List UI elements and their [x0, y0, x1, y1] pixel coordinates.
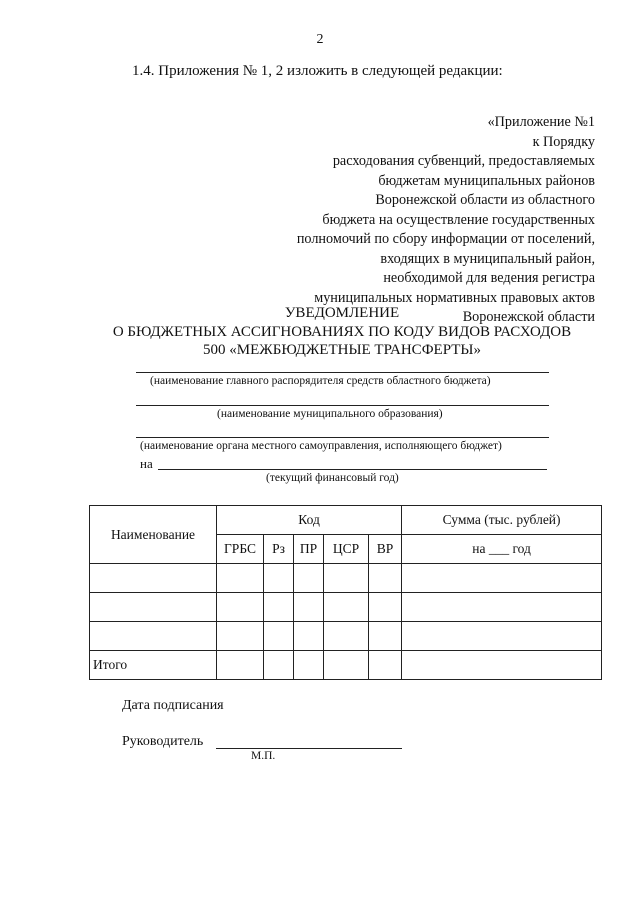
amendment-intro: 1.4. Приложения № 1, 2 изложить в следующей редакции:: [132, 63, 503, 79]
table-row: [90, 593, 602, 622]
pr-header: ПР: [294, 535, 324, 564]
appendix-line: Воронежской области из областного: [375, 192, 595, 208]
appendix-line: расходования субвенций, предоставляемых: [332, 153, 595, 169]
appendix-line: муниципальных нормативных правовых актов: [314, 289, 595, 306]
grbs-header: ГРБС: [217, 535, 264, 564]
municipality-line: [136, 405, 549, 406]
document-title: [0, 304, 640, 360]
seal-label: М.П.: [251, 750, 276, 762]
appendix-line: входящих в муниципальный район,: [380, 250, 595, 267]
appendix-line: Воронежской области: [462, 309, 595, 325]
code-header: Код: [217, 506, 402, 535]
signature-line[interactable]: [216, 748, 402, 749]
year-header: на ___ год: [402, 535, 602, 564]
csr-header: ЦСР: [324, 535, 369, 564]
local-authority-line: [136, 437, 549, 438]
title-line: О БЮДЖЕТНЫХ АССИГНОВАНИЯХ ПО КОДУ ВИДОВ РАСХОДОВ: [112, 323, 572, 340]
main-manager-line: [136, 372, 549, 373]
rz-header: Рз: [264, 535, 294, 564]
vr-header: ВР: [369, 535, 402, 564]
table-row: [90, 622, 602, 651]
local-authority-caption: (наименование органа местного самоуправления, исполняющего бюджет): [140, 440, 502, 452]
signing-date-label: Дата подписания: [122, 698, 224, 713]
appendix-header: [297, 113, 595, 328]
na-label: на: [140, 456, 153, 471]
appendix-line: полномочий по сбору информации от поселений,: [296, 231, 595, 247]
sum-header: Сумма (тыс. рублей): [402, 506, 602, 535]
page-number: 2: [316, 32, 324, 47]
total-row: [90, 651, 602, 680]
fiscal-year-caption: (текущий финансовый год): [266, 472, 399, 484]
appendix-line: необходимой для ведения регистра: [383, 270, 595, 286]
fiscal-year-line: [158, 469, 547, 470]
total-label: Итого: [90, 651, 217, 680]
appendix-line: бюджета на осуществление государственных: [322, 211, 595, 228]
title-line: УВЕДОМЛЕНИЕ: [284, 305, 400, 321]
appendix-line: бюджетам муниципальных районов: [378, 172, 595, 189]
appendix-line: «Приложение №1: [487, 114, 595, 130]
appendix-line: к Порядку: [532, 133, 595, 150]
title-line: 500 «МЕЖБЮДЖЕТНЫЕ ТРАНСФЕРТЫ»: [203, 342, 481, 359]
main-manager-caption: (наименование главного распорядителя средств областного бюджета): [150, 375, 491, 387]
name-header: Наименование: [90, 506, 217, 564]
table-row: [90, 564, 602, 593]
head-label: Руководитель: [122, 734, 204, 749]
municipality-caption: (наименование муниципального образования): [217, 408, 443, 420]
appropriations-table: [89, 505, 602, 680]
